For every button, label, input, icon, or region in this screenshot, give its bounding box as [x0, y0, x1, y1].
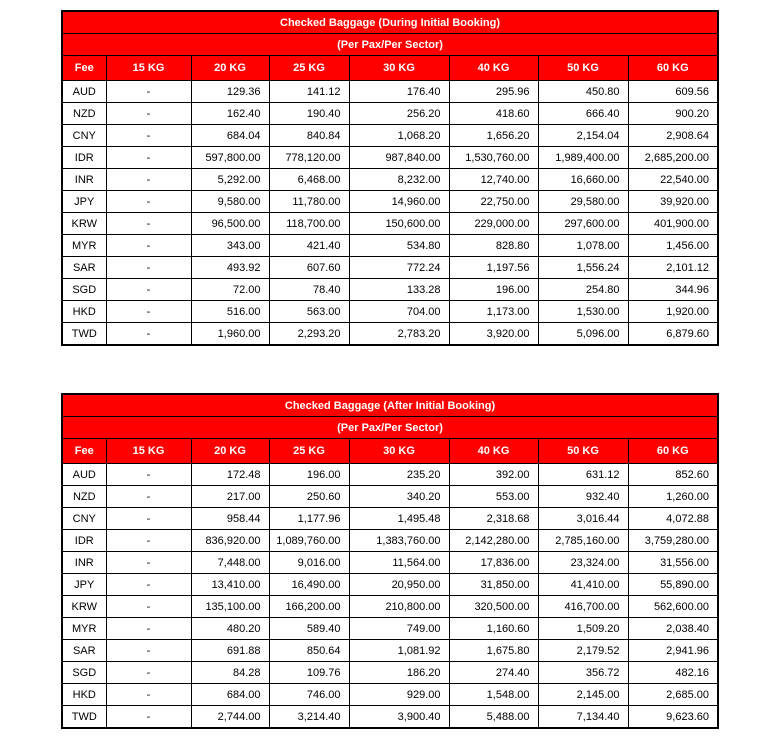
fee-value: 8,232.00	[349, 169, 449, 191]
fee-value: -	[106, 530, 191, 552]
fee-value: 450.80	[538, 81, 628, 103]
currency-code: HKD	[62, 684, 106, 706]
fee-value: -	[106, 81, 191, 103]
fee-value: 666.40	[538, 103, 628, 125]
currency-code: HKD	[62, 301, 106, 323]
fee-value: 418.60	[449, 103, 538, 125]
currency-code: CNY	[62, 125, 106, 147]
fee-value: 17,836.00	[449, 552, 538, 574]
fee-value: 7,134.40	[538, 706, 628, 729]
fee-value: 11,780.00	[269, 191, 349, 213]
fee-value: 12,740.00	[449, 169, 538, 191]
fee-value: 118,700.00	[269, 213, 349, 235]
fee-value: 2,785,160.00	[538, 530, 628, 552]
fee-value: 836,920.00	[191, 530, 269, 552]
fee-value: 704.00	[349, 301, 449, 323]
fee-row-jpy	[62, 191, 718, 213]
fee-value: 297,600.00	[538, 213, 628, 235]
fee-value: 778,120.00	[269, 147, 349, 169]
fee-value: 1,173.00	[449, 301, 538, 323]
table-subtitle: (Per Pax/Per Sector)	[62, 417, 718, 439]
currency-code: SGD	[62, 662, 106, 684]
fee-value: 684.00	[191, 684, 269, 706]
fee-value: 749.00	[349, 618, 449, 640]
fee-value: -	[106, 301, 191, 323]
fee-value: 176.40	[349, 81, 449, 103]
fee-value: 1,197.56	[449, 257, 538, 279]
currency-code: MYR	[62, 618, 106, 640]
fee-value: -	[106, 191, 191, 213]
fee-value: 1,160.60	[449, 618, 538, 640]
fee-value: 1,530,760.00	[449, 147, 538, 169]
fee-row-myr	[62, 618, 718, 640]
fee-row-krw	[62, 213, 718, 235]
currency-code: KRW	[62, 596, 106, 618]
fee-value: 7,448.00	[191, 552, 269, 574]
currency-code: INR	[62, 169, 106, 191]
fee-value: 1,675.80	[449, 640, 538, 662]
fee-value: 229,000.00	[449, 213, 538, 235]
fee-value: 1,556.24	[538, 257, 628, 279]
fee-value: 1,068.20	[349, 125, 449, 147]
currency-code: JPY	[62, 574, 106, 596]
fee-value: 2,908.64	[628, 125, 718, 147]
fee-value: 11,564.00	[349, 552, 449, 574]
fee-value: -	[106, 486, 191, 508]
fee-value: 217.00	[191, 486, 269, 508]
fee-value: 1,081.92	[349, 640, 449, 662]
fee-value: 852.60	[628, 464, 718, 486]
fee-value: 196.00	[269, 464, 349, 486]
fee-value: 684.04	[191, 125, 269, 147]
fee-value: 235.20	[349, 464, 449, 486]
table-title: Checked Baggage (During Initial Booking)	[62, 11, 718, 34]
fee-value: 392.00	[449, 464, 538, 486]
fee-value: -	[106, 279, 191, 301]
fee-row-hkd	[62, 301, 718, 323]
fee-value: 482.16	[628, 662, 718, 684]
fee-value: 480.20	[191, 618, 269, 640]
table-title: Checked Baggage (After Initial Booking)	[62, 394, 718, 417]
fee-value: -	[106, 706, 191, 729]
fee-value: 1,960.00	[191, 323, 269, 346]
currency-code: SGD	[62, 279, 106, 301]
fee-value: 5,488.00	[449, 706, 538, 729]
column-header-25-kg: 25 KG	[269, 439, 349, 464]
fee-value: -	[106, 213, 191, 235]
fee-value: 2,941.96	[628, 640, 718, 662]
fee-value: 2,293.20	[269, 323, 349, 346]
fee-value: 534.80	[349, 235, 449, 257]
fee-value: 900.20	[628, 103, 718, 125]
fee-value: 344.96	[628, 279, 718, 301]
fee-value: -	[106, 508, 191, 530]
currency-code: AUD	[62, 464, 106, 486]
fee-value: 1,078.00	[538, 235, 628, 257]
column-header-row	[62, 56, 718, 81]
fee-value: 1,495.48	[349, 508, 449, 530]
fee-row-aud	[62, 81, 718, 103]
fee-value: 421.40	[269, 235, 349, 257]
currency-code: NZD	[62, 486, 106, 508]
fee-value: 31,850.00	[449, 574, 538, 596]
fee-row-sgd	[62, 662, 718, 684]
fee-value: 2,685,200.00	[628, 147, 718, 169]
fee-value: 772.24	[349, 257, 449, 279]
fee-value: 840.84	[269, 125, 349, 147]
fee-value: 607.60	[269, 257, 349, 279]
fee-value: -	[106, 684, 191, 706]
column-header-fee: Fee	[62, 56, 106, 81]
fee-value: 1,509.20	[538, 618, 628, 640]
fee-value: 1,383,760.00	[349, 530, 449, 552]
fee-row-inr	[62, 552, 718, 574]
fee-table-body	[62, 81, 718, 346]
fee-value: 3,214.40	[269, 706, 349, 729]
fee-value: 150,600.00	[349, 213, 449, 235]
fee-value: 55,890.00	[628, 574, 718, 596]
currency-code: TWD	[62, 323, 106, 346]
fee-value: 2,145.00	[538, 684, 628, 706]
fee-value: -	[106, 574, 191, 596]
currency-code: SAR	[62, 640, 106, 662]
fee-value: -	[106, 596, 191, 618]
fee-row-cny	[62, 125, 718, 147]
fee-value: 2,783.20	[349, 323, 449, 346]
currency-code: KRW	[62, 213, 106, 235]
fee-value: 562,600.00	[628, 596, 718, 618]
fee-value: 320,500.00	[449, 596, 538, 618]
fee-value: 5,292.00	[191, 169, 269, 191]
fee-value: 274.40	[449, 662, 538, 684]
fee-value: 343.00	[191, 235, 269, 257]
column-header-40-kg: 40 KG	[449, 56, 538, 81]
checked-baggage-after-initial-booking-table	[61, 393, 719, 729]
fee-value: 1,548.00	[449, 684, 538, 706]
column-header-15-kg: 15 KG	[106, 56, 191, 81]
fee-row-twd	[62, 706, 718, 729]
currency-code: MYR	[62, 235, 106, 257]
fee-value: 2,154.04	[538, 125, 628, 147]
fee-value: 16,660.00	[538, 169, 628, 191]
column-header-60-kg: 60 KG	[628, 56, 718, 81]
fee-row-aud	[62, 464, 718, 486]
fee-value: 631.12	[538, 464, 628, 486]
fee-value: 254.80	[538, 279, 628, 301]
fee-value: 72.00	[191, 279, 269, 301]
fee-value: 2,685.00	[628, 684, 718, 706]
fee-value: 828.80	[449, 235, 538, 257]
fee-value: 563.00	[269, 301, 349, 323]
column-header-50-kg: 50 KG	[538, 439, 628, 464]
fee-value: 2,744.00	[191, 706, 269, 729]
fee-value: 9,580.00	[191, 191, 269, 213]
fee-value: 340.20	[349, 486, 449, 508]
fee-value: 597,800.00	[191, 147, 269, 169]
fee-value: -	[106, 662, 191, 684]
fee-value: 39,920.00	[628, 191, 718, 213]
fee-value: 78.40	[269, 279, 349, 301]
currency-code: CNY	[62, 508, 106, 530]
fee-value: 4,072.88	[628, 508, 718, 530]
column-header-25-kg: 25 KG	[269, 56, 349, 81]
fee-value: 1,530.00	[538, 301, 628, 323]
fee-value: 16,490.00	[269, 574, 349, 596]
fee-row-idr	[62, 147, 718, 169]
fee-value: 256.20	[349, 103, 449, 125]
fee-value: 589.40	[269, 618, 349, 640]
fee-value: 162.40	[191, 103, 269, 125]
fee-value: 2,101.12	[628, 257, 718, 279]
fee-value: 109.76	[269, 662, 349, 684]
fee-value: 493.92	[191, 257, 269, 279]
fee-value: 14,960.00	[349, 191, 449, 213]
column-header-50-kg: 50 KG	[538, 56, 628, 81]
fee-row-sgd	[62, 279, 718, 301]
fee-value: 1,989,400.00	[538, 147, 628, 169]
fee-value: 553.00	[449, 486, 538, 508]
column-header-20-kg: 20 KG	[191, 56, 269, 81]
currency-code: NZD	[62, 103, 106, 125]
fee-value: 31,556.00	[628, 552, 718, 574]
fee-value: 13,410.00	[191, 574, 269, 596]
fee-row-sar	[62, 257, 718, 279]
fee-value: 41,410.00	[538, 574, 628, 596]
fee-row-idr	[62, 530, 718, 552]
fee-value: 850.64	[269, 640, 349, 662]
column-header-30-kg: 30 KG	[349, 56, 449, 81]
fee-row-myr	[62, 235, 718, 257]
fee-value: 186.20	[349, 662, 449, 684]
fee-value: 746.00	[269, 684, 349, 706]
fee-value: -	[106, 323, 191, 346]
column-header-30-kg: 30 KG	[349, 439, 449, 464]
subtitle-row	[62, 34, 718, 56]
fee-value: 356.72	[538, 662, 628, 684]
fee-value: 84.28	[191, 662, 269, 684]
fee-value: 29,580.00	[538, 191, 628, 213]
fee-value: 23,324.00	[538, 552, 628, 574]
fee-table-body	[62, 464, 718, 729]
fee-value: 2,179.52	[538, 640, 628, 662]
fee-value: 210,800.00	[349, 596, 449, 618]
currency-code: TWD	[62, 706, 106, 729]
currency-code: INR	[62, 552, 106, 574]
fee-value: -	[106, 257, 191, 279]
fee-value: 196.00	[449, 279, 538, 301]
column-header-20-kg: 20 KG	[191, 439, 269, 464]
fee-value: -	[106, 169, 191, 191]
fee-row-jpy	[62, 574, 718, 596]
fee-value: 1,089,760.00	[269, 530, 349, 552]
fee-value: 3,920.00	[449, 323, 538, 346]
fee-value: 3,016.44	[538, 508, 628, 530]
fee-value: 250.60	[269, 486, 349, 508]
subtitle-row	[62, 417, 718, 439]
fee-value: 1,260.00	[628, 486, 718, 508]
fee-value: 6,879.60	[628, 323, 718, 346]
fee-value: 295.96	[449, 81, 538, 103]
fee-value: 1,920.00	[628, 301, 718, 323]
fee-value: 190.40	[269, 103, 349, 125]
fee-value: 96,500.00	[191, 213, 269, 235]
fee-value: 932.40	[538, 486, 628, 508]
fee-value: 1,177.96	[269, 508, 349, 530]
fee-value: 416,700.00	[538, 596, 628, 618]
checked-baggage-during-initial-booking-table	[61, 10, 719, 346]
fee-value: 20,950.00	[349, 574, 449, 596]
fee-value: 401,900.00	[628, 213, 718, 235]
fee-value: 3,900.40	[349, 706, 449, 729]
fee-value: 2,318.68	[449, 508, 538, 530]
fee-row-nzd	[62, 486, 718, 508]
column-header-row	[62, 439, 718, 464]
fee-row-inr	[62, 169, 718, 191]
fee-value: 9,016.00	[269, 552, 349, 574]
fee-value: 141.12	[269, 81, 349, 103]
fee-value: 166,200.00	[269, 596, 349, 618]
fee-value: 929.00	[349, 684, 449, 706]
fee-value: 987,840.00	[349, 147, 449, 169]
fee-row-sar	[62, 640, 718, 662]
column-header-60-kg: 60 KG	[628, 439, 718, 464]
fee-value: -	[106, 103, 191, 125]
currency-code: JPY	[62, 191, 106, 213]
fee-value: 1,656.20	[449, 125, 538, 147]
fee-value: -	[106, 125, 191, 147]
fee-value: 691.88	[191, 640, 269, 662]
fee-value: 516.00	[191, 301, 269, 323]
currency-code: IDR	[62, 530, 106, 552]
table-subtitle: (Per Pax/Per Sector)	[62, 34, 718, 56]
fee-value: -	[106, 235, 191, 257]
fee-value: 135,100.00	[191, 596, 269, 618]
fee-value: -	[106, 464, 191, 486]
fee-value: 9,623.60	[628, 706, 718, 729]
currency-code: IDR	[62, 147, 106, 169]
title-row	[62, 11, 718, 34]
fee-value: 2,038.40	[628, 618, 718, 640]
fee-value: 3,759,280.00	[628, 530, 718, 552]
fee-value: 22,750.00	[449, 191, 538, 213]
fee-value: 172.48	[191, 464, 269, 486]
fee-value: 22,540.00	[628, 169, 718, 191]
fee-value: -	[106, 640, 191, 662]
fee-row-nzd	[62, 103, 718, 125]
column-header-15-kg: 15 KG	[106, 439, 191, 464]
fee-value: -	[106, 618, 191, 640]
fee-value: 609.56	[628, 81, 718, 103]
fee-value: 129.36	[191, 81, 269, 103]
title-row	[62, 394, 718, 417]
fee-value: 1,456.00	[628, 235, 718, 257]
currency-code: AUD	[62, 81, 106, 103]
fee-value: 958.44	[191, 508, 269, 530]
fee-row-hkd	[62, 684, 718, 706]
column-header-fee: Fee	[62, 439, 106, 464]
fee-row-cny	[62, 508, 718, 530]
fee-value: -	[106, 147, 191, 169]
column-header-40-kg: 40 KG	[449, 439, 538, 464]
currency-code: SAR	[62, 257, 106, 279]
fee-value: -	[106, 552, 191, 574]
fee-value: 5,096.00	[538, 323, 628, 346]
fee-value: 133.28	[349, 279, 449, 301]
fee-value: 2,142,280.00	[449, 530, 538, 552]
fee-row-twd	[62, 323, 718, 346]
fee-value: 6,468.00	[269, 169, 349, 191]
fee-row-krw	[62, 596, 718, 618]
